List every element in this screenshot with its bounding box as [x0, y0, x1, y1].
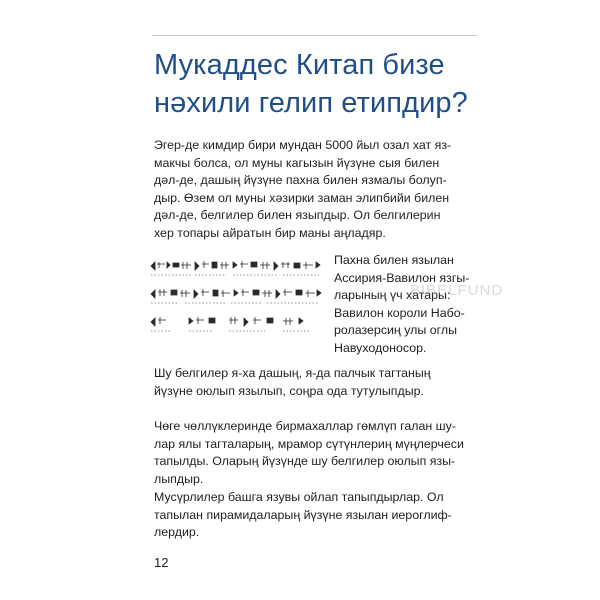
text-line: Эгер-де кимдир бири мундан 5000 йыл озал хат яз-	[154, 138, 452, 152]
text-line: дыр. Өзем ол муны хәзирки заман элипбийи билен	[154, 190, 450, 205]
body-paragraph	[154, 365, 494, 400]
text-line: дәл-де, дашың йүзүне пахна билен язмалы болуп-	[154, 173, 447, 188]
title-line: нәхили гелип етипдир?	[154, 87, 468, 119]
text-line: Шу белгилер я-ха дашың, я-да палчык тагтаның	[154, 366, 431, 380]
text-line: лыпдыр.	[154, 471, 204, 486]
text-line: Чөге чөллүклеринде бирмахаллар гөмлүп галан шу-	[154, 419, 456, 433]
text-line: йүзүне оюлып язылып, соңра ода тутулыпдыр.	[154, 383, 424, 398]
text-line: макчы болса, ол муны кагызын йүзүне сыя билен	[154, 155, 440, 170]
body-paragraph	[154, 418, 494, 488]
intro-paragraph	[154, 137, 494, 243]
text-line: Вавилон короли Набо-	[334, 305, 465, 320]
body-paragraph	[154, 489, 494, 542]
text-line: ролазерсиң улы оглы	[334, 323, 457, 338]
cuneiform-row	[151, 289, 321, 303]
text-line: тапылан пирамидаларың йүзүне язылан иероглиф-	[154, 507, 452, 522]
watermark: BIBELFUND	[410, 282, 504, 299]
top-rule	[152, 35, 477, 36]
page-title	[154, 46, 494, 122]
cuneiform-inscription-image	[149, 256, 327, 340]
text-line: Пахна билен язылан	[334, 253, 454, 267]
text-line: тапылды. Оларың йүзүнде шу белгилер оюлып язы-	[154, 454, 456, 469]
image-caption	[334, 252, 504, 358]
title-line: Мукаддес Китап бизе	[154, 49, 445, 81]
text-line: дәл-де, белгилер билен языпдыр. Ол белгилерин	[154, 208, 441, 223]
text-line: лердир.	[154, 525, 200, 540]
text-line: Мусүрлилер башга язувы ойлап тапыпдырлар. Ол	[154, 490, 444, 504]
cuneiform-row	[151, 317, 309, 331]
text-line: Навуходоносор.	[334, 340, 427, 355]
text-line: лар ялы тагталарың, мрамор сүтүнлериң мүңлерчеси	[154, 436, 464, 451]
text-line: Ассирия-Вавилон язгы-	[334, 270, 470, 285]
text-line: хер топары айратын бир маны аңладяр.	[154, 225, 386, 240]
cuneiform-row	[151, 261, 320, 275]
text-line: ларының үч хатары:	[334, 288, 451, 303]
page-number: 12	[154, 555, 169, 570]
